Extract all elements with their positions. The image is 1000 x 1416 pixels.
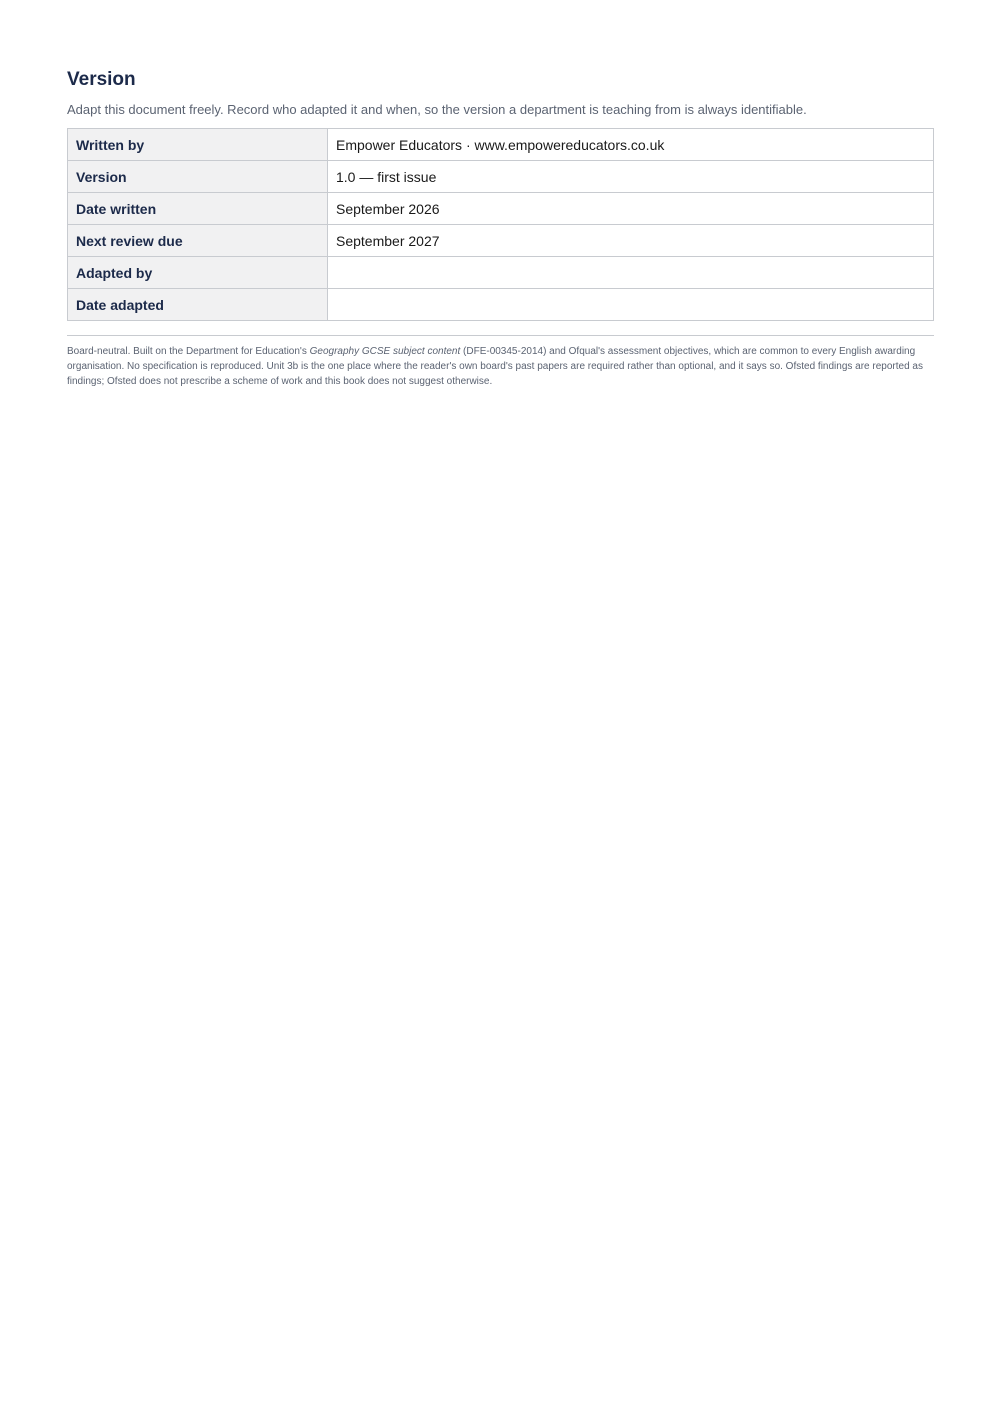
row-value: September 2027 [328,225,934,257]
divider [67,335,934,336]
table-row-version [68,161,934,193]
table-row-next-review [68,225,934,257]
table-row-written-by [68,129,934,161]
table-row-date-written [68,193,934,225]
row-label: Date written [68,193,328,225]
row-value: September 2026 [328,193,934,225]
row-label: Next review due [68,225,328,257]
row-value: 1.0 — first issue [328,161,934,193]
section-intro: Adapt this document freely. Record who adapted it and when, so the version a department is teaching from is always identifiable. [67,102,807,117]
footnote-text-end: (DFE-00345-2014) and Ofqual's assessment objectives, which are common to every English awarding organisation. No specification is reproduced. Unit 3b is the one place where the reader's own board's past papers are required rather than optional, and it says so. Ofsted findings are reported as findings; Ofsted does not prescribe a scheme of work and this book does not suggest otherwise. [67,346,923,387]
table-row-date-adapted [68,289,934,321]
footnote [67,344,934,389]
section-title: Version [67,69,136,90]
version-table [67,128,934,321]
row-label: Adapted by [68,257,328,289]
footnote-text-start: Board-neutral. Built on the Department for Education's [67,346,310,357]
row-label: Version [68,161,328,193]
row-value-empty [328,289,934,321]
row-value-empty [328,257,934,289]
row-label: Written by [68,129,328,161]
table-row-adapted-by [68,257,934,289]
row-value: Empower Educators · www.empowereducators.co.uk [328,129,934,161]
row-label: Date adapted [68,289,328,321]
footnote-document-title: Geography GCSE subject content [309,346,461,357]
